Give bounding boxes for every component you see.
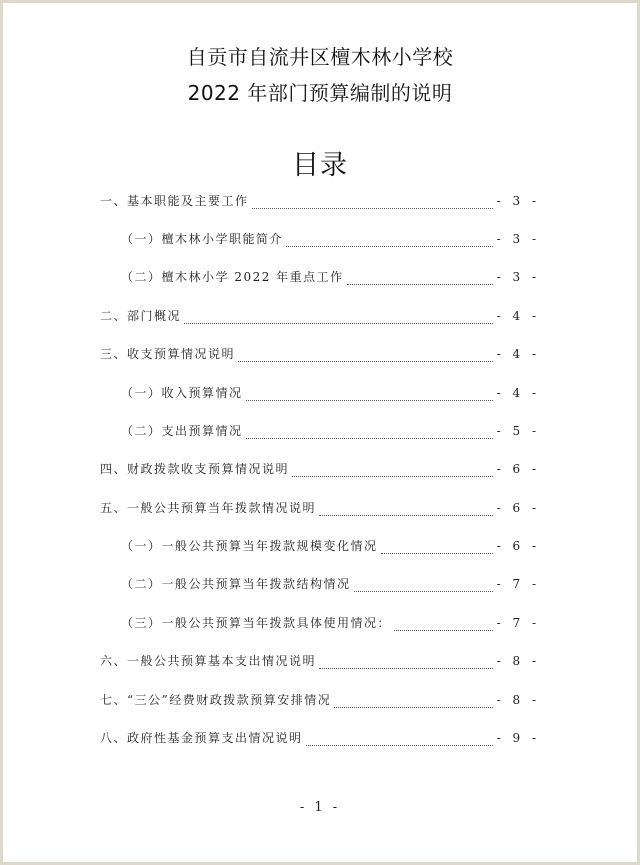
toc-entry-page: - 6 - [496, 539, 540, 553]
toc-leader-dots [246, 437, 493, 439]
toc-entry-page: - 3 - [496, 270, 540, 284]
toc-entry-page: - 7 - [496, 577, 540, 591]
page-number: - 1 - [299, 800, 341, 815]
toc-entry-label: 四、财政拨款收支预算情况说明 [100, 462, 290, 476]
toc-entry-page: - 6 - [496, 501, 540, 515]
document-title-line1: 自贡市自流井区檀木林小学校 [186, 45, 454, 69]
toc-entry[interactable] [100, 192, 540, 212]
toc-entry-label: （二）支出预算情况 [121, 424, 243, 438]
toc-entry-label: 八、政府性基金预算支出情况说明 [100, 731, 303, 745]
toc-entry[interactable] [121, 614, 540, 634]
toc-entry[interactable] [100, 691, 540, 711]
toc-leader-dots [184, 322, 493, 324]
toc-leader-dots [334, 706, 492, 708]
toc-entry-page: - 5 - [496, 424, 540, 438]
toc-entry-label: （一）一般公共预算当年拨款规模变化情况 [121, 539, 378, 553]
toc-entry-label: 七、“三公”经费财政拨款预算安排情况 [100, 693, 332, 707]
toc-entry-page: - 3 - [496, 232, 540, 246]
toc-entry[interactable] [100, 729, 540, 749]
toc-entry[interactable] [121, 268, 540, 288]
toc-entry[interactable] [121, 230, 540, 250]
toc-entry[interactable] [121, 537, 540, 557]
toc-entry-page: - 8 - [496, 654, 540, 668]
toc-leader-dots [246, 399, 493, 401]
toc-entry[interactable] [100, 307, 540, 327]
toc-entry[interactable] [121, 384, 540, 404]
toc-entry-page: - 4 - [496, 347, 540, 361]
document-page [3, 3, 637, 862]
toc-entry-label: （二）檀木林小学 2022 年重点工作 [121, 270, 344, 284]
document-title-line2: 2022 年部门预算编制的说明 [187, 81, 453, 105]
toc-entry[interactable] [100, 345, 540, 365]
toc-leader-dots [319, 667, 493, 669]
toc-leader-dots [286, 245, 493, 247]
toc-entry[interactable] [100, 460, 540, 480]
toc-entry-page: - 3 - [496, 194, 540, 208]
toc-entry-label: 二、部门概况 [100, 309, 182, 323]
toc-leader-dots [292, 475, 493, 477]
toc-leader-dots [354, 590, 493, 592]
toc-leader-dots [347, 283, 493, 285]
toc-entry[interactable] [121, 422, 540, 442]
toc-entry-page: - 8 - [496, 693, 540, 707]
toc-leader-dots [238, 360, 493, 362]
toc-entry-label: 五、一般公共预算当年拨款情况说明 [100, 501, 317, 515]
toc-entry-label: 六、一般公共预算基本支出情况说明 [100, 654, 317, 668]
toc-entry-label: （三）一般公共预算当年拨款具体使用情况： [121, 616, 392, 630]
toc-entry-label: （二）一般公共预算当年拨款结构情况 [121, 577, 351, 591]
toc-entry-label: 三、收支预算情况说明 [100, 347, 236, 361]
toc-entry[interactable] [100, 652, 540, 672]
toc-heading: 目录 [292, 150, 348, 181]
toc-entry-page: - 6 - [496, 462, 540, 476]
toc-leader-dots [306, 744, 493, 746]
toc-entry-page: - 4 - [496, 386, 540, 400]
toc-entry-page: - 9 - [496, 731, 540, 745]
toc-entry-page: - 4 - [496, 309, 540, 323]
toc-entry-page: - 7 - [496, 616, 540, 630]
toc-entry[interactable] [121, 575, 540, 595]
toc-entry-label: （一）檀木林小学职能简介 [121, 232, 284, 246]
toc-entry-label: 一、基本职能及主要工作 [100, 194, 249, 208]
toc-entry[interactable] [100, 499, 540, 519]
toc-leader-dots [381, 552, 493, 554]
toc-leader-dots [252, 207, 493, 209]
toc-leader-dots [394, 629, 493, 631]
toc-entry-label: （一）收入预算情况 [121, 386, 243, 400]
toc-leader-dots [319, 514, 493, 516]
